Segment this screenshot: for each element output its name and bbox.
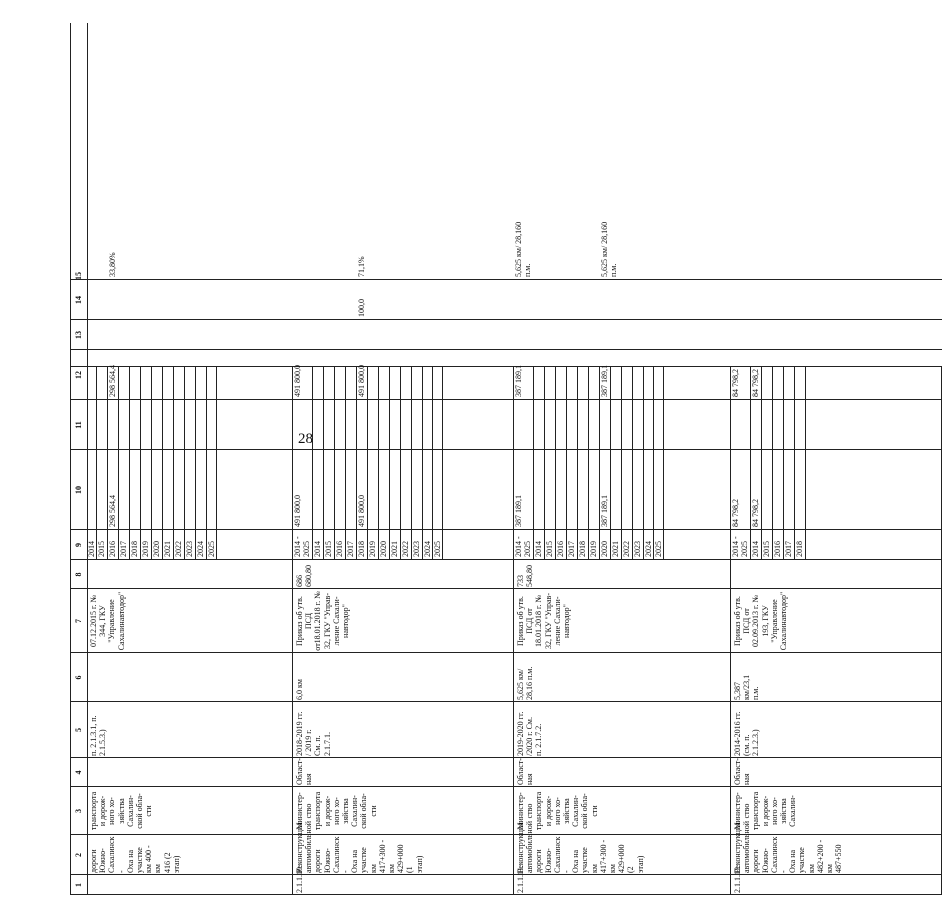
- year-divider: [334, 366, 335, 560]
- row-1-year: 2016: [335, 541, 344, 557]
- header-col-10: 10: [74, 486, 83, 494]
- row-0-col10-value: 298 564,4: [108, 495, 117, 527]
- year-divider: [118, 366, 119, 560]
- row-1-col10-value: 491 800,0: [357, 495, 366, 527]
- row-2-estimate: 733 548,80: [516, 565, 535, 587]
- column-line: [70, 559, 942, 560]
- row-0-year: 2016: [108, 541, 117, 557]
- year-divider: [653, 366, 654, 560]
- row-2-year: 2014 - 2025: [514, 536, 532, 557]
- row-2-year: 2017: [567, 541, 576, 557]
- row-2-responsible: Министер- ство транспорта и дорож- ного хо- зяйства Сахалин- ской обла- сти: [516, 791, 599, 831]
- year-divider: [151, 366, 152, 560]
- year-divider: [588, 366, 589, 560]
- row-0-year: 2019: [141, 541, 150, 557]
- row-2-year: 2025: [654, 541, 663, 557]
- row-0-name: дороги Южно- Сахалинск - Оха на участке км 400 - км 416 (2 этап): [89, 836, 181, 873]
- year-divider: [610, 366, 611, 560]
- header-col-9: 9: [74, 543, 83, 547]
- row-1-col15-value: 71,1%: [357, 256, 366, 277]
- row-0-year: 2015: [97, 541, 106, 557]
- row-0-responsible: транспорта и дорож- ного хо- зяйства Сахалин- ской обла- сти: [89, 791, 154, 831]
- year-divider: [805, 366, 806, 560]
- year-divider: [400, 366, 401, 560]
- header-col-15: 15: [74, 272, 83, 280]
- page-number: 28: [298, 431, 313, 447]
- row-2-year: 2019: [589, 541, 598, 557]
- row-0-col12-value: 298 564,4: [108, 365, 117, 397]
- year-divider: [432, 366, 433, 560]
- year-divider: [206, 366, 207, 560]
- row-2-col10-value: 387 189,1: [600, 495, 609, 527]
- row-1-year: 2021: [390, 541, 399, 557]
- row-3-col10-value: 84 798,2: [751, 499, 760, 527]
- row-2-year: 2015: [545, 541, 554, 557]
- row-3-year: 2018: [795, 541, 804, 557]
- table-header: [70, 23, 88, 895]
- row-3-year: 2015: [762, 541, 771, 557]
- row-3-year: 2017: [784, 541, 793, 557]
- year-divider: [312, 366, 313, 560]
- header-col-7: 7: [74, 619, 83, 623]
- row-2-year: 2020: [600, 541, 609, 557]
- header-col-2: 2: [74, 853, 83, 857]
- year-divider: [621, 366, 622, 560]
- row-1-year: 2022: [401, 541, 410, 557]
- year-divider: [663, 366, 664, 560]
- row-2-year: 2014: [534, 541, 543, 557]
- row-0-period: п. 2.1.3.1, п. 2.1.5.3.): [89, 715, 108, 756]
- column-line: [70, 319, 942, 320]
- row-1-estimate: 686 680,80: [295, 565, 314, 587]
- row-1-responsible: Министер- ство транспорта и дорож- ного хо- зяйства Сахалин- ской обла- сти: [295, 791, 378, 831]
- header-col-5: 5: [74, 728, 83, 732]
- row-1-document: Приказ об утв. ПСД от18.01.2018 г. № 32, ГКУ "Управ- ление Сахали- навтодор": [295, 591, 351, 651]
- column-line: [70, 786, 942, 787]
- year-divider: [632, 366, 633, 560]
- year-divider: [216, 366, 217, 560]
- row-3-num: 2.1.1.12.: [733, 865, 742, 893]
- header-col-3: 3: [74, 809, 83, 813]
- year-divider: [442, 366, 443, 560]
- row-1-capacity: 6,0 км: [295, 679, 304, 700]
- row-0-year: 2014: [87, 541, 96, 557]
- column-line: [70, 701, 942, 702]
- row-1-col14-value: 100,0: [357, 299, 366, 317]
- row-divider: [292, 366, 293, 895]
- row-1-col12-value: 491 800,0: [357, 365, 366, 397]
- row-2-num: 2.1.1.11.: [516, 865, 525, 893]
- table-border-left: [70, 894, 942, 895]
- row-1-period: 2018-2019 гг. / 2019 г. См. п. 2.1.7.1.: [295, 711, 332, 756]
- header-col-4: 4: [74, 770, 83, 775]
- column-line: [70, 279, 942, 280]
- year-divider: [96, 366, 97, 560]
- column-line: [70, 529, 942, 530]
- row-3-name: Реконструкция автомобильной дороги Южно- Сахалинск - Оха на участке км 482+200 - км 487+550: [733, 821, 844, 873]
- column-line: [70, 834, 942, 835]
- header-col-8: 8: [74, 572, 83, 577]
- year-divider: [367, 366, 368, 560]
- year-divider: [323, 366, 324, 560]
- row-1-year: 2015: [324, 541, 333, 557]
- row-0-year: 2025: [207, 541, 216, 557]
- year-divider: [761, 366, 762, 560]
- row-3-year: 2016: [773, 541, 782, 557]
- row-2-year: 2023: [633, 541, 642, 557]
- column-line: [70, 757, 942, 758]
- row-2-year: 2018: [578, 541, 587, 557]
- row-2-name: Реконструкция автомобильной дороги Южно- Сахалинск - Оха на участке км 417+300 - км 429+000 (2 этап): [516, 821, 645, 873]
- row-3-capacity: 5,387 км/23,1 п.м.: [733, 674, 761, 700]
- header-col-13: 13: [74, 331, 83, 339]
- row-3-col12-value: 84 798,2: [731, 369, 740, 397]
- rotated-table: [70, 23, 844, 895]
- header-col-14: 14: [74, 296, 83, 304]
- row-0-year: 2023: [185, 541, 194, 557]
- row-2-col12-value: 387 189,1: [600, 365, 609, 397]
- column-line: [70, 349, 942, 350]
- row-1-year: 2020: [379, 541, 388, 557]
- row-1-col12-value: 491 800,0: [293, 365, 302, 397]
- row-divider: [730, 366, 731, 895]
- year-divider: [162, 366, 163, 560]
- header-col-6: 6: [74, 675, 83, 680]
- row-1-year: 2023: [412, 541, 421, 557]
- row-1-col10-value: 491 800,0: [293, 495, 302, 527]
- row-1-year: 2014 - 2025: [293, 536, 311, 557]
- row-2-year: 2024: [644, 541, 653, 557]
- row-1-year: 2024: [423, 541, 432, 557]
- row-2-col15-value: 5,625 км/ 28,160 п.м.: [514, 221, 532, 277]
- column-line: [70, 399, 942, 400]
- row-0-year: 2021: [163, 541, 172, 557]
- row-3-document: Приказ об утв. ПСД от 02.09.2013 г. № 193, ГКУ "Управление Сахалинавтодор": [733, 591, 789, 651]
- year-divider: [422, 366, 423, 560]
- row-2-col15-value: 5,625 км/ 28,160 п.м.: [600, 221, 618, 277]
- row-3-year: 2014: [751, 541, 760, 557]
- year-divider: [345, 366, 346, 560]
- year-divider: [566, 366, 567, 560]
- row-2-year: 2022: [622, 541, 631, 557]
- year-divider: [544, 366, 545, 560]
- year-divider: [184, 366, 185, 560]
- year-divider: [389, 366, 390, 560]
- year-divider: [555, 366, 556, 560]
- header-col-11: 11: [74, 421, 83, 429]
- row-0-year: 2018: [130, 541, 139, 557]
- row-3-period: 2014-2016 гг. (см. п. 2.1.2.3.): [733, 711, 761, 756]
- row-2-period: 2019-2020 гг. /2020 г. См. п. 2.1.7.2.: [516, 711, 544, 756]
- row-2-document: Приказ об утв. ПСД от 18.01.2018 г. № 32, ГКУ "Управ- ление Сахали- навтодор": [516, 593, 572, 649]
- row-2-year: 2016: [556, 541, 565, 557]
- table-border-right: [70, 366, 942, 367]
- year-divider: [533, 366, 534, 560]
- column-line: [70, 449, 942, 450]
- header-col-12: 12: [74, 371, 83, 379]
- column-line: [70, 588, 942, 589]
- row-1-budget: Област- ная: [295, 758, 314, 785]
- row-3-col10-value: 84 798,2: [731, 499, 740, 527]
- row-1-name: Реконструкция автомобильной дороги Южно- Сахалинск - Оха на участке км 417+300 - км 429+000 (1 этап): [295, 821, 424, 873]
- row-2-budget: Област- ная: [516, 758, 535, 785]
- row-1-year: 2014: [313, 541, 322, 557]
- year-divider: [411, 366, 412, 560]
- row-2-year: 2021: [611, 541, 620, 557]
- row-1-year: 2025: [433, 541, 442, 557]
- row-0-year: 2020: [152, 541, 161, 557]
- row-0-year: 2024: [196, 541, 205, 557]
- row-2-col12-value: 387 189,1: [514, 365, 523, 397]
- row-1-year: 2018: [357, 541, 366, 557]
- year-divider: [129, 366, 130, 560]
- row-3-responsible: Министер- ство транспорта и дорож- ного хо- зяйства Сахалин-: [733, 791, 798, 831]
- row-3-year: 2014 - 2025: [731, 536, 749, 557]
- row-1-num: 2.1.1.10.: [295, 865, 304, 893]
- year-divider: [643, 366, 644, 560]
- column-line: [70, 652, 942, 653]
- column-line: [70, 874, 942, 875]
- year-divider: [173, 366, 174, 560]
- row-1-year: 2017: [346, 541, 355, 557]
- row-2-capacity: 5,625 км/ 28,16 п.м.: [516, 666, 535, 700]
- row-divider: [513, 366, 514, 895]
- row-0-year: 2017: [119, 541, 128, 557]
- year-divider: [195, 366, 196, 560]
- year-divider: [140, 366, 141, 560]
- header-col-1: 1: [74, 883, 83, 887]
- row-3-col12-value: 84 798,2: [751, 369, 760, 397]
- year-divider: [378, 366, 379, 560]
- row-2-col10-value: 387 189,1: [514, 495, 523, 527]
- year-divider: [772, 366, 773, 560]
- row-3-budget: Област- ная: [733, 758, 752, 785]
- year-divider: [783, 366, 784, 560]
- row-0-col15-value: 33,80%: [108, 252, 117, 277]
- year-divider: [794, 366, 795, 560]
- row-0-year: 2022: [174, 541, 183, 557]
- row-1-year: 2019: [368, 541, 377, 557]
- row-0-document: 07.12.2015 г. № 344, ГКУ "Управление Сахалинавтодор": [89, 591, 126, 651]
- year-divider: [577, 366, 578, 560]
